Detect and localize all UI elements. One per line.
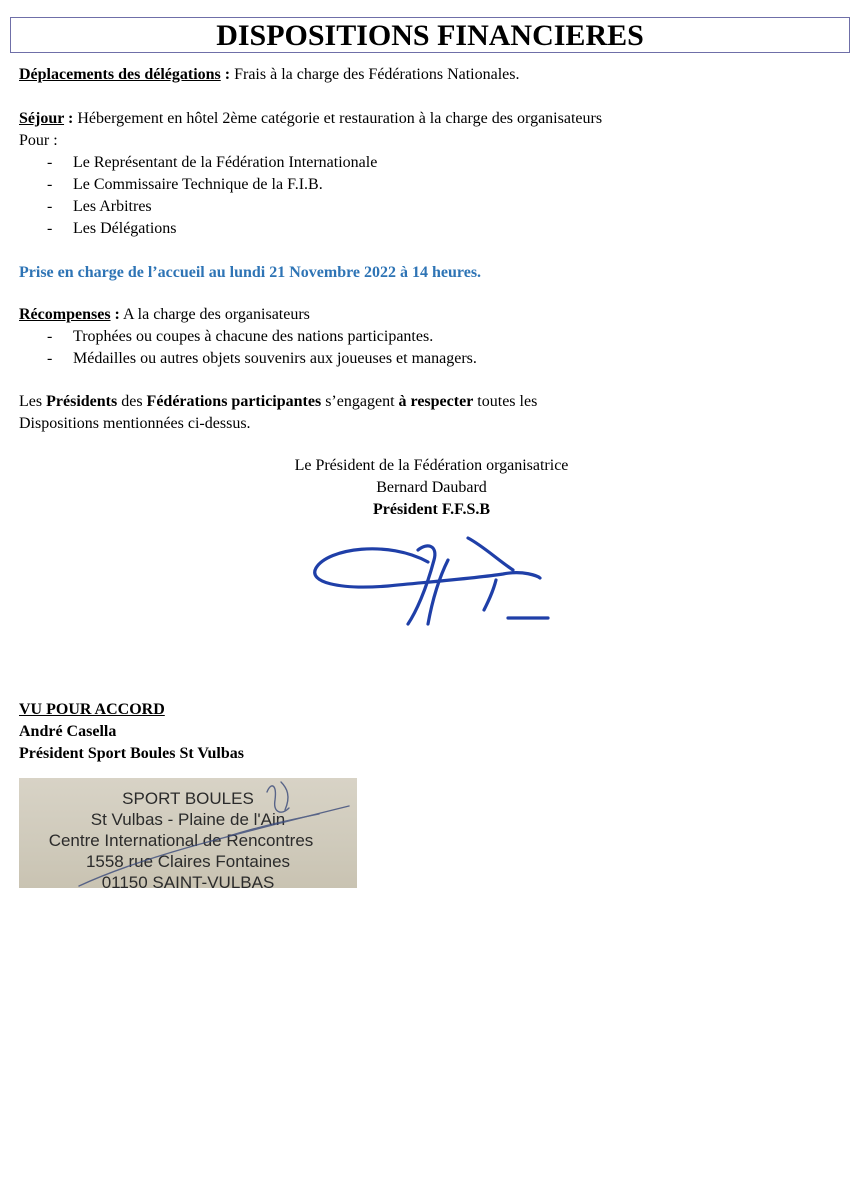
engagement-line-2: Dispositions mentionnées ci-dessus. (19, 415, 251, 432)
list-item: - Les Délégations (19, 218, 843, 240)
recompenses-list (19, 326, 843, 370)
sejour-paragraph (19, 108, 843, 130)
accord-name (19, 721, 843, 743)
recompenses-section (19, 304, 843, 370)
sejour-colon: : (64, 110, 74, 127)
signature-name: Bernard Daubard (376, 479, 487, 496)
deplacements-text: Frais à la charge des Fédérations Nationales. (230, 66, 520, 83)
list-item: - Les Arbitres (19, 196, 843, 218)
official-stamp (19, 778, 357, 888)
engagement-bold: Fédérations participantes (146, 393, 322, 410)
list-item: - Trophées ou coupes à chacune des nations participantes. (19, 326, 843, 348)
signature-block (0, 455, 863, 521)
engagement-bold: à respecter (398, 393, 474, 410)
handwritten-signature (308, 520, 558, 630)
engagement-text: toutes les (473, 393, 538, 410)
deplacements-label: Déplacements des délégations (19, 66, 221, 83)
signature-role-text: Président F.F.S.B (372, 501, 491, 518)
page-title: DISPOSITIONS FINANCIERES (10, 17, 850, 53)
recompenses-text: A la charge des organisateurs (119, 306, 310, 323)
recompenses-colon: : (110, 306, 120, 323)
stamp-line: SPORT BOULES (122, 789, 254, 808)
stamp-line: St Vulbas - Plaine de l'Ain (90, 810, 286, 829)
engagement-text: des (117, 393, 147, 410)
stamp-line: 1558 rue Claires Fontaines (85, 852, 291, 871)
engagement-bold: Présidents (46, 393, 118, 410)
sejour-pour: Pour : (19, 132, 58, 149)
accord-title (19, 699, 843, 721)
list-item: - Médailles ou autres objets souvenirs aux joueuses et managers. (19, 348, 843, 370)
stamp-signature-scribble (19, 778, 357, 888)
accord-name-text: André Casella (19, 723, 117, 740)
stamp-line: Centre International de Rencontres (48, 831, 314, 850)
deplacements-colon: : (220, 66, 231, 83)
signature-title: Le Président de la Fédération organisatrice (294, 457, 569, 474)
accord-title-text: VU POUR ACCORD (19, 701, 165, 718)
engagement-paragraph (19, 391, 843, 435)
list-item: - Le Représentant de la Fédération Internationale (19, 152, 843, 174)
accord-role-text: Président Sport Boules St Vulbas (19, 745, 244, 762)
signature-role (0, 499, 863, 521)
accord-block (19, 699, 843, 765)
stamp-line: 01150 SAINT-VULBAS (101, 873, 275, 888)
sejour-label: Séjour (19, 110, 65, 127)
recompenses-paragraph (19, 304, 843, 326)
sejour-list (19, 152, 843, 240)
engagement-line-1 (19, 391, 843, 413)
prise-en-charge-notice: Prise en charge de l’accueil au lundi 21 Novembre 2022 à 14 heures. (19, 264, 482, 281)
sejour-text: Hébergement en hôtel 2ème catégorie et restauration à la charge des organisateurs (73, 110, 603, 127)
recompenses-label: Récompenses (19, 306, 111, 323)
list-item: - Le Commissaire Technique de la F.I.B. (19, 174, 843, 196)
engagement-text: Les (19, 393, 47, 410)
engagement-text: s’engagent (321, 393, 399, 410)
accord-role (19, 743, 843, 765)
deplacements-paragraph (19, 64, 843, 86)
sejour-section (19, 108, 843, 240)
